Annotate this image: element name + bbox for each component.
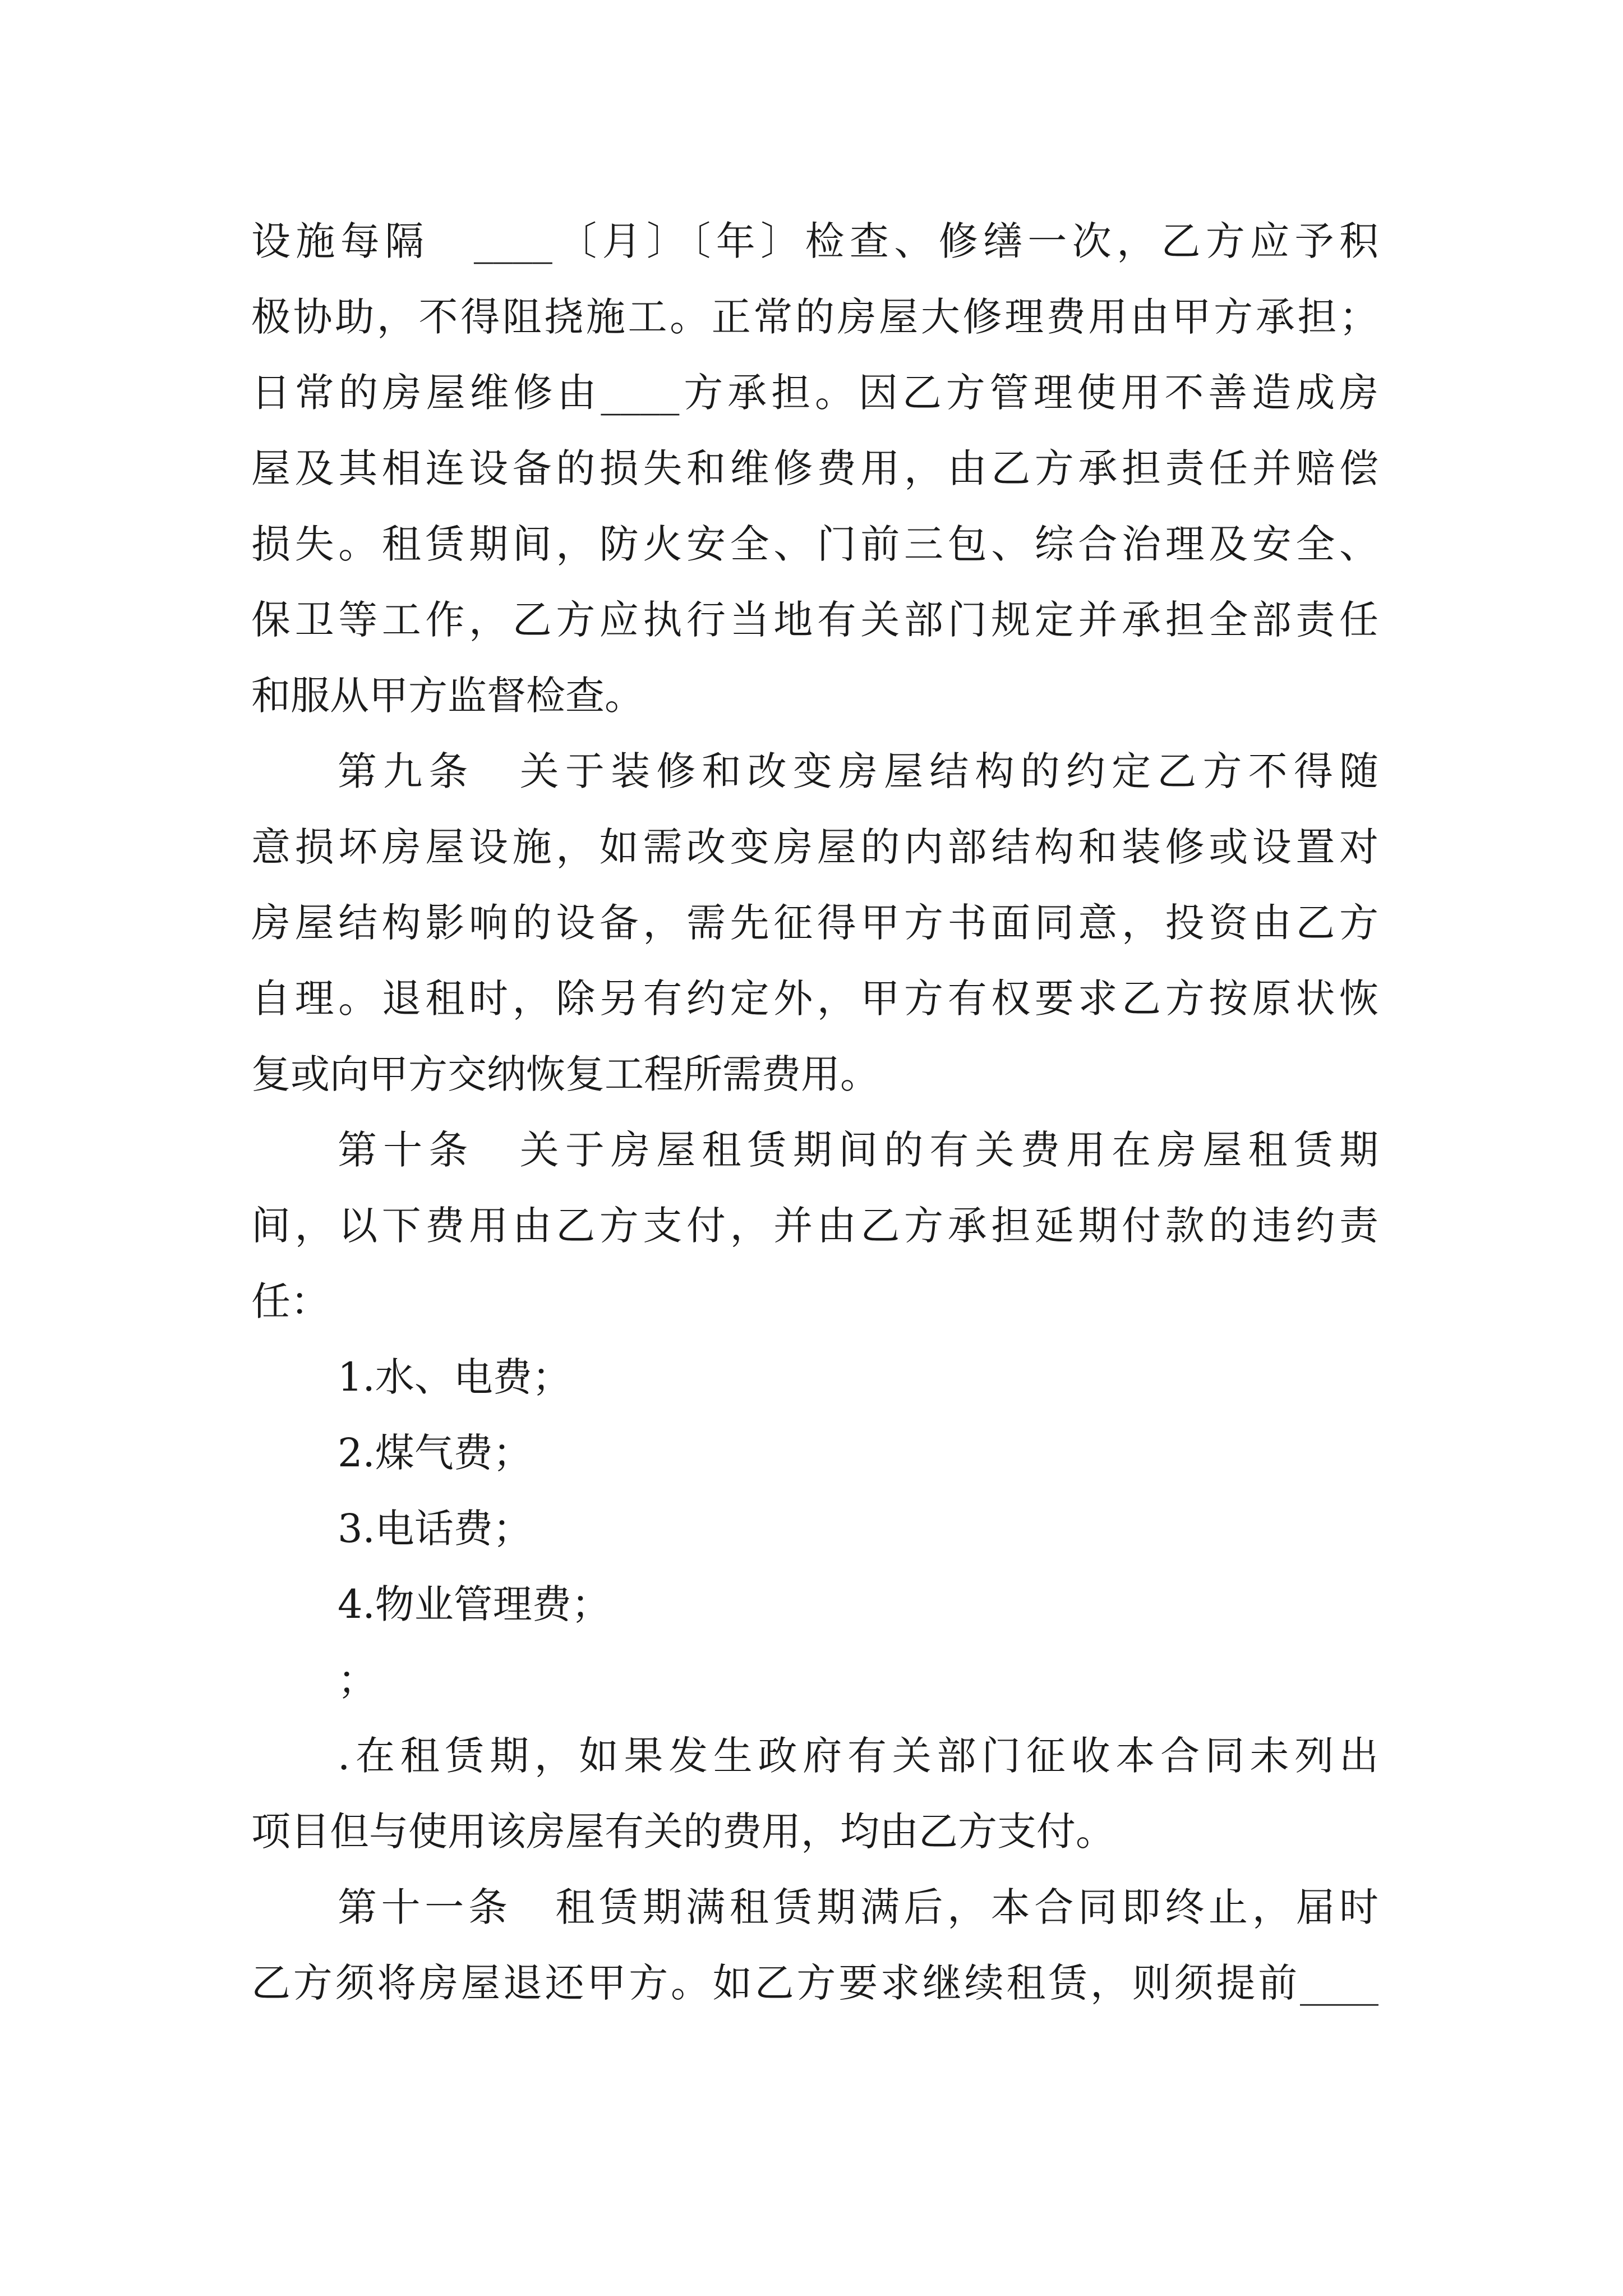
- text-line: 日常的房屋维修由____方承担。因乙方管理使用不善造成房: [251, 370, 1378, 416]
- text-line: 自理。退租时，除另有约定外，甲方有权要求乙方按原状恢: [251, 976, 1378, 1022]
- text-line: 乙方须将房屋退还甲方。如乙方要求继续租赁，则须提前____: [251, 1960, 1378, 2006]
- list-item: 2.煤气费；: [338, 1430, 532, 1476]
- text-line: 保卫等工作，乙方应执行当地有关部门规定并承担全部责任: [251, 597, 1378, 643]
- list-item: 1.水、电费；: [338, 1354, 571, 1400]
- text-line: 复或向甲方交纳恢复工程所需费用。: [251, 1051, 879, 1097]
- list-item: 3.电话费；: [338, 1506, 532, 1552]
- text-line: 设施每隔 ____〔月〕〔年〕检查、修缮一次，乙方应予积: [251, 218, 1378, 264]
- article-9-heading-line: 第九条 关于装修和改变房屋结构的约定乙方不得随: [338, 748, 1378, 794]
- text-line: .在租赁期，如果发生政府有关部门征收本合同未列出: [338, 1733, 1378, 1779]
- text-line: 任：: [251, 1278, 330, 1324]
- list-item: ；: [338, 1657, 377, 1703]
- text-line: 和服从甲方监督检查。: [251, 673, 644, 719]
- text-line: 间，以下费用由乙方支付，并由乙方承担延期付款的违约责: [251, 1203, 1378, 1249]
- text-line: 意损坏房屋设施，如需改变房屋的内部结构和装修或设置对: [251, 824, 1378, 870]
- text-line: 项目但与使用该房屋有关的费用，均由乙方支付。: [251, 1809, 1115, 1855]
- list-item: 4.物业管理费；: [338, 1581, 611, 1627]
- text-line: 屋及其相连设备的损失和维修费用，由乙方承担责任并赔偿: [251, 445, 1378, 491]
- text-line: 房屋结构影响的设备，需先征得甲方书面同意，投资由乙方: [251, 900, 1378, 946]
- text-line: 极协助，不得阻挠施工。正常的房屋大修理费用由甲方承担；: [251, 294, 1378, 340]
- text-line: 损失。租赁期间，防火安全、门前三包、综合治理及安全、: [251, 521, 1378, 567]
- article-11-heading-line: 第十一条 租赁期满租赁期满后，本合同即终止，届时: [338, 1884, 1378, 1930]
- article-10-heading-line: 第十条 关于房屋租赁期间的有关费用在房屋租赁期: [338, 1127, 1378, 1173]
